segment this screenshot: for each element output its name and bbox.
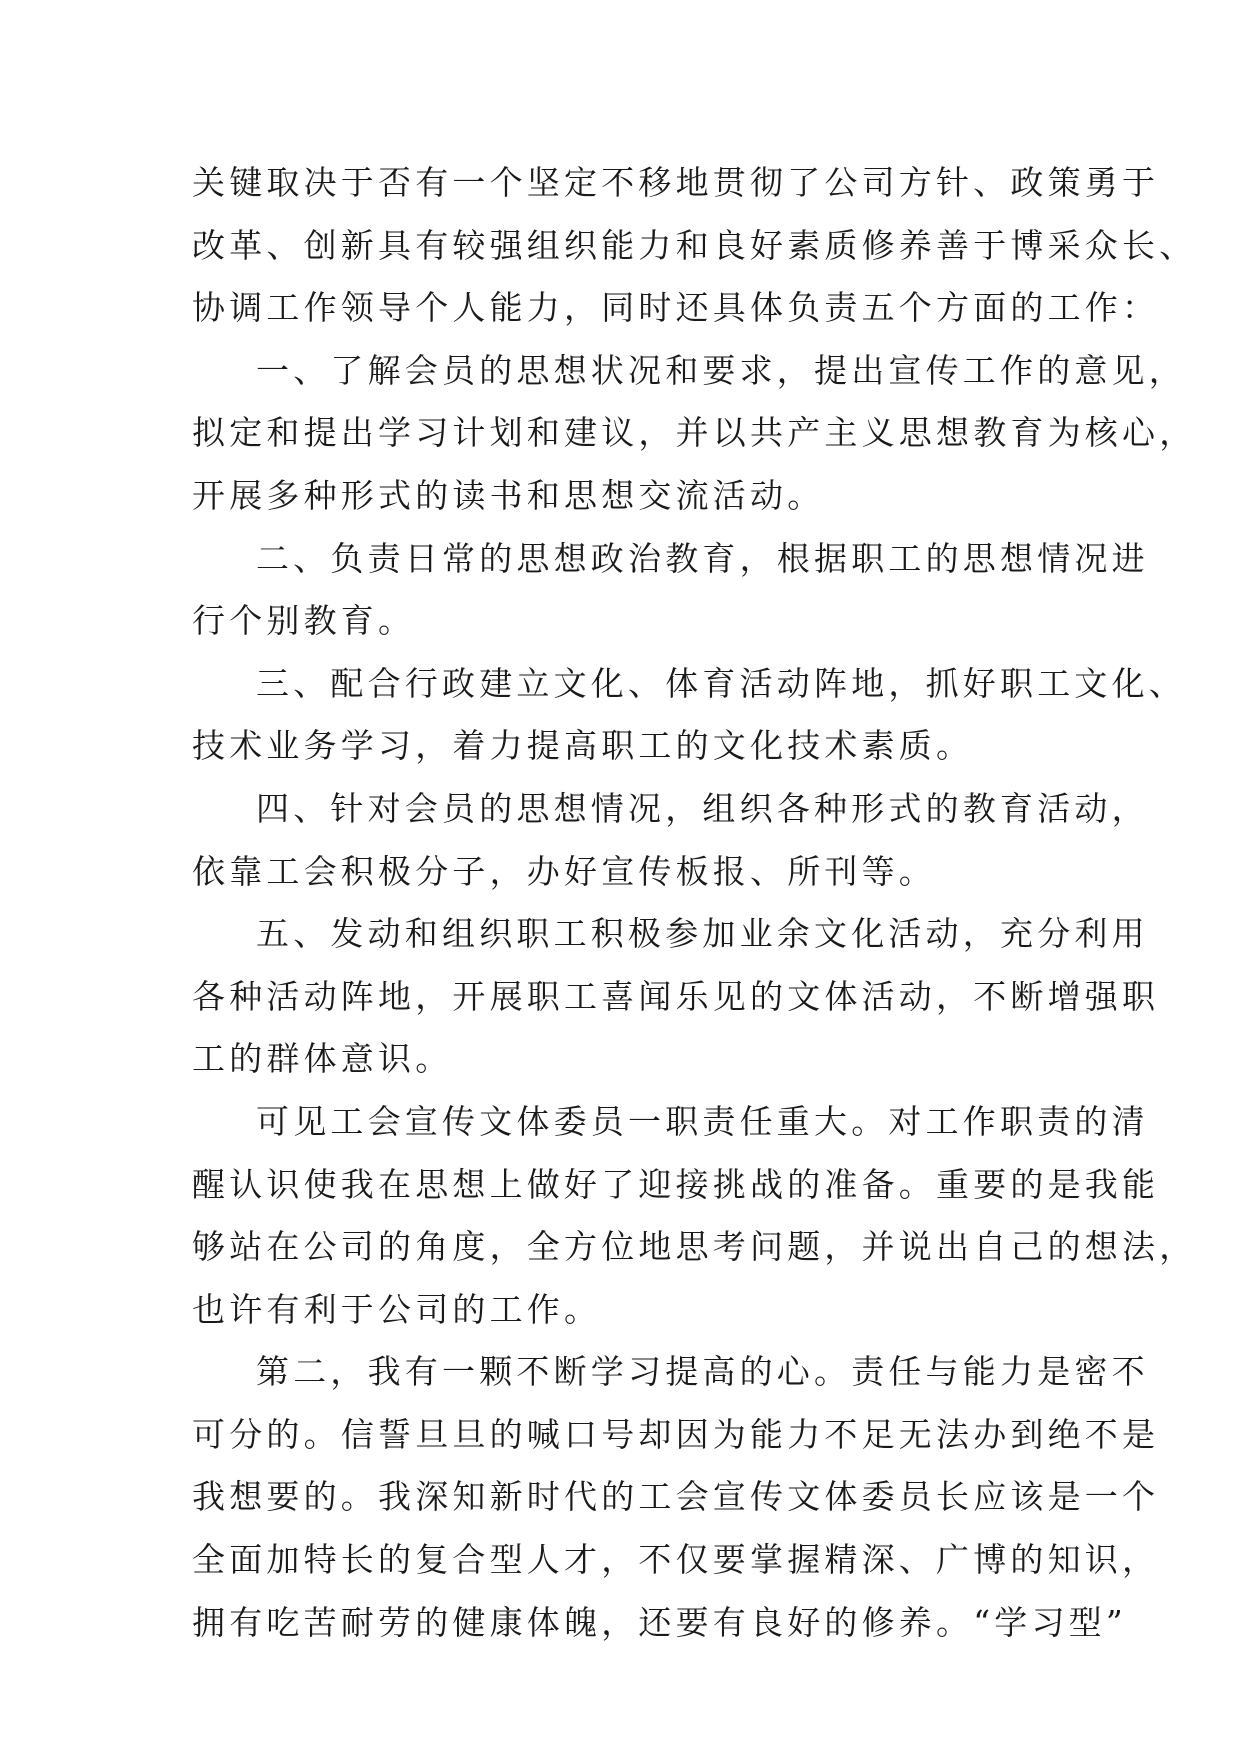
text-line: 行个别教育。 [192, 601, 416, 641]
body-text [192, 152, 1197, 1654]
text-line: 二、负责日常的思想政治教育，根据职工的思想情况进 [256, 538, 1149, 578]
text-line: 醒认识使我在思想上做好了迎接挑战的准备。重要的是我能 [192, 1164, 1160, 1204]
text-line: 三、配合行政建立文化、体育活动阵地，抓好职工文化、 [256, 663, 1186, 703]
text-line: 改革、创新具有较强组织能力和良好素质修养善于博采众长、 [192, 225, 1197, 265]
text-line: 我想要的。我深知新时代的工会宣传文体委员长应该是一个 [192, 1477, 1160, 1517]
text-line: 四、针对会员的思想情况，组织各种形式的教育活动， [256, 788, 1149, 828]
text-line: 也许有利于公司的工作。 [192, 1289, 602, 1329]
text-line: 拥有吃苦耐劳的健康体魄，还要有良好的修养。“学习型” [192, 1602, 1127, 1642]
text-line: 一、了解会员的思想状况和要求，提出宣传工作的意见， [256, 350, 1186, 390]
text-line: 技术业务学习，着力提高职工的文化技术素质。 [192, 726, 974, 766]
text-line: 五、发动和组织职工积极参加业余文化活动，充分利用 [256, 914, 1149, 954]
text-line: 够站在公司的角度，全方位地思考问题，并说出自己的想法， [192, 1227, 1197, 1267]
text-line: 全面加特长的复合型人才，不仅要掌握精深、广博的知识， [192, 1540, 1160, 1580]
text-line: 拟定和提出学习计划和建议，并以共产主义思想教育为核心， [192, 413, 1197, 453]
text-line: 可分的。信誓旦旦的喊口号却因为能力不足无法办到绝不是 [192, 1414, 1160, 1454]
text-line: 开展多种形式的读书和思想交流活动。 [192, 475, 825, 515]
text-line: 依靠工会积极分子，办好宣传板报、所刊等。 [192, 851, 936, 891]
text-line: 关键取决于否有一个坚定不移地贯彻了公司方针、政策勇于 [192, 163, 1160, 202]
text-line: 各种活动阵地，开展职工喜闻乐见的文体活动，不断增强职 [192, 976, 1160, 1016]
text-line: 第二，我有一颗不断学习提高的心。责任与能力是密不 [256, 1352, 1149, 1392]
text-line: 工的群体意识。 [192, 1039, 453, 1079]
text-line: 协调工作领导个人能力，同时还具体负责五个方面的工作： [192, 288, 1160, 328]
text-line: 可见工会宣传文体委员一职责任重大。对工作职责的清 [256, 1101, 1149, 1141]
